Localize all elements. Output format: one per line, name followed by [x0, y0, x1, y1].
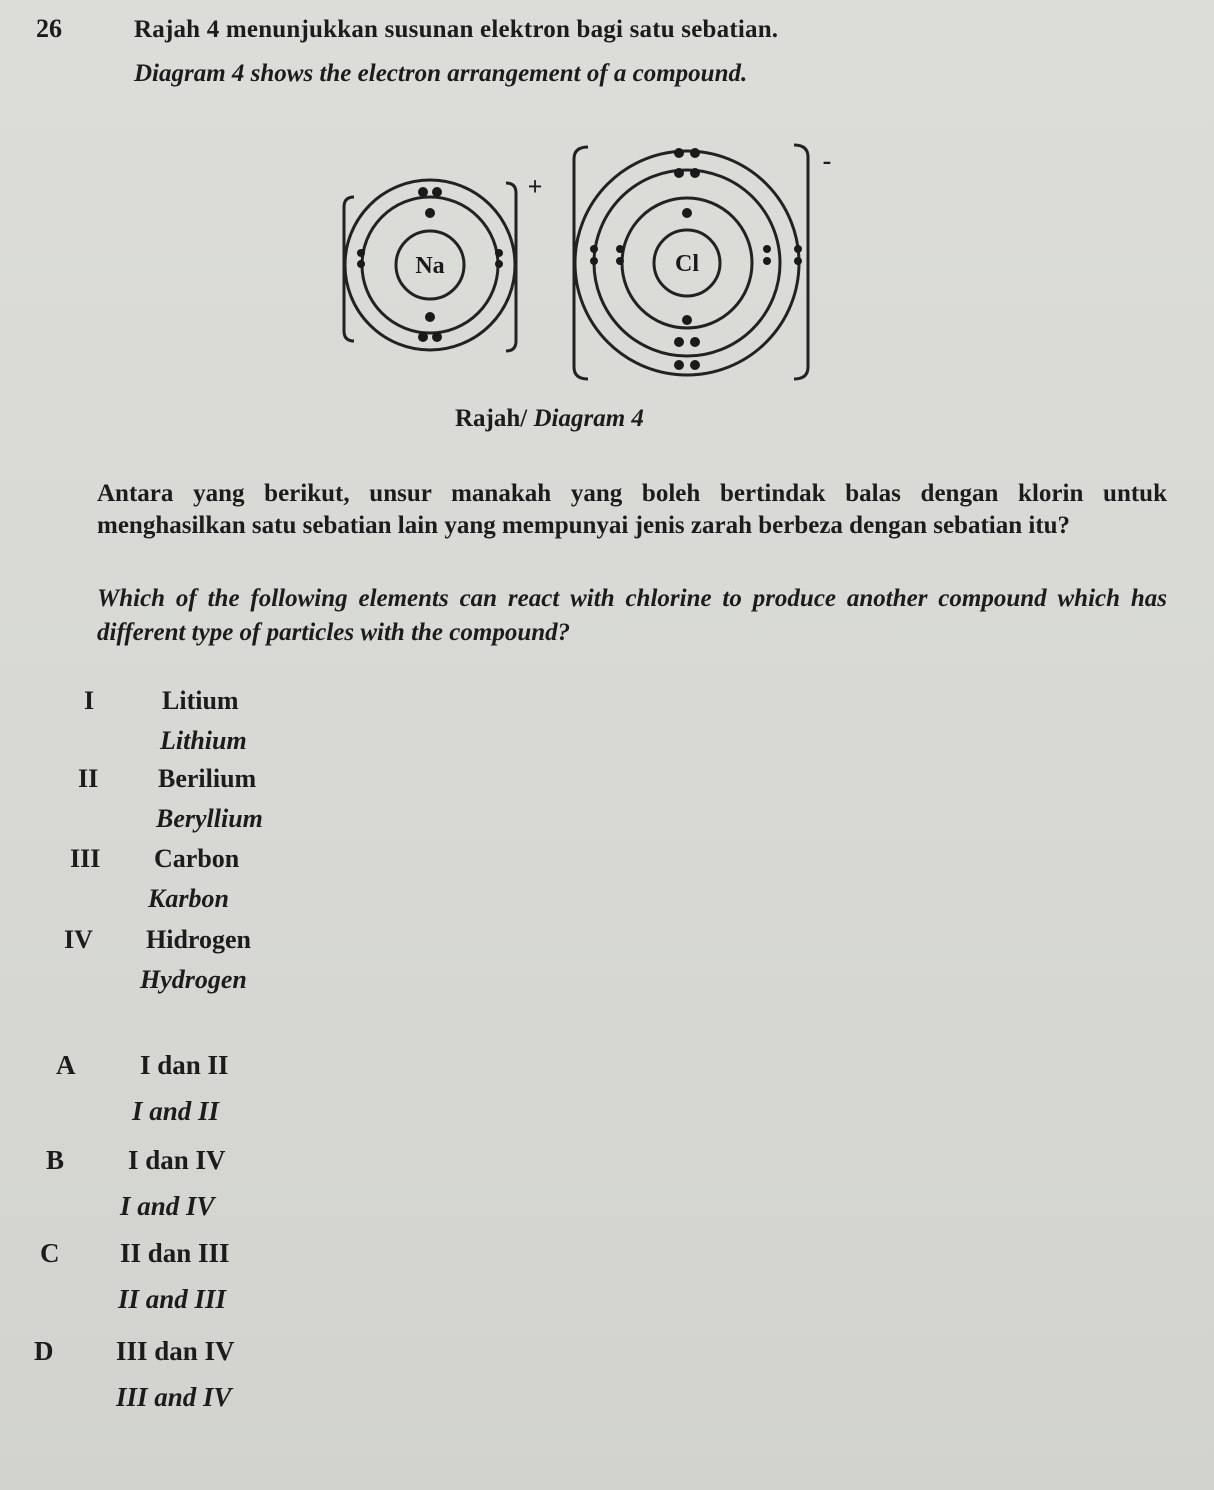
option-letter: B — [46, 1145, 65, 1175]
question-stem-malay: Rajah 4 menunjukkan susunan elektron bagi satu sebatian. — [134, 16, 779, 43]
na-symbol: Na — [415, 253, 445, 279]
caption-malay: Rajah/ — [455, 405, 528, 432]
item-numeral: III — [70, 844, 101, 873]
diagram-caption — [455, 405, 644, 433]
item-english: Karbon — [148, 884, 229, 913]
item-i — [84, 686, 484, 766]
option-letter: D — [34, 1336, 54, 1366]
item-english: Beryllium — [156, 804, 263, 833]
item-iv — [64, 925, 464, 1005]
option-b[interactable] — [46, 1145, 446, 1235]
item-malay: Berilium — [158, 764, 257, 793]
caption-english: Diagram 4 — [533, 405, 644, 432]
cl-charge: - — [822, 146, 832, 175]
prompt-english: Which of the following elements can react with chlorine to produce another compound which has different type of particles with the compound? — [97, 585, 1167, 646]
option-english: III and IV — [116, 1382, 232, 1412]
item-english: Hydrogen — [140, 965, 247, 994]
item-numeral: II — [78, 764, 99, 793]
item-ii — [78, 764, 478, 844]
option-malay: I dan IV — [128, 1145, 226, 1175]
na-charge: + — [527, 172, 543, 201]
option-malay: I dan II — [140, 1050, 229, 1080]
option-malay: II dan III — [120, 1238, 230, 1268]
item-malay: Litium — [162, 686, 239, 715]
item-numeral: IV — [64, 925, 93, 954]
item-malay: Hidrogen — [146, 925, 251, 954]
electron-arrangement-diagram — [330, 135, 860, 390]
cl-symbol: Cl — [675, 251, 699, 277]
option-letter: C — [40, 1238, 60, 1268]
option-a[interactable] — [56, 1050, 456, 1140]
option-english: II and III — [118, 1284, 227, 1314]
item-malay: Carbon — [154, 844, 240, 873]
option-english: I and IV — [120, 1191, 215, 1221]
option-c[interactable] — [40, 1238, 440, 1328]
option-malay: III dan IV — [116, 1336, 235, 1366]
option-letter: A — [56, 1050, 76, 1080]
question-number: 26 — [36, 14, 62, 43]
option-d[interactable] — [34, 1336, 434, 1426]
prompt-malay: Antara yang berikut, unsur manakah yang boleh bertindak balas dengan klorin untuk menghasilkan satu sebatian lain yang mempunyai jenis zarah berbeza dengan sebatian itu? — [97, 480, 1167, 539]
item-english: Lithium — [160, 726, 247, 755]
option-english: I and II — [132, 1096, 220, 1126]
item-numeral: I — [84, 686, 95, 715]
question-stem-english: Diagram 4 shows the electron arrangement of a compound. — [134, 60, 748, 87]
item-iii — [70, 844, 470, 924]
